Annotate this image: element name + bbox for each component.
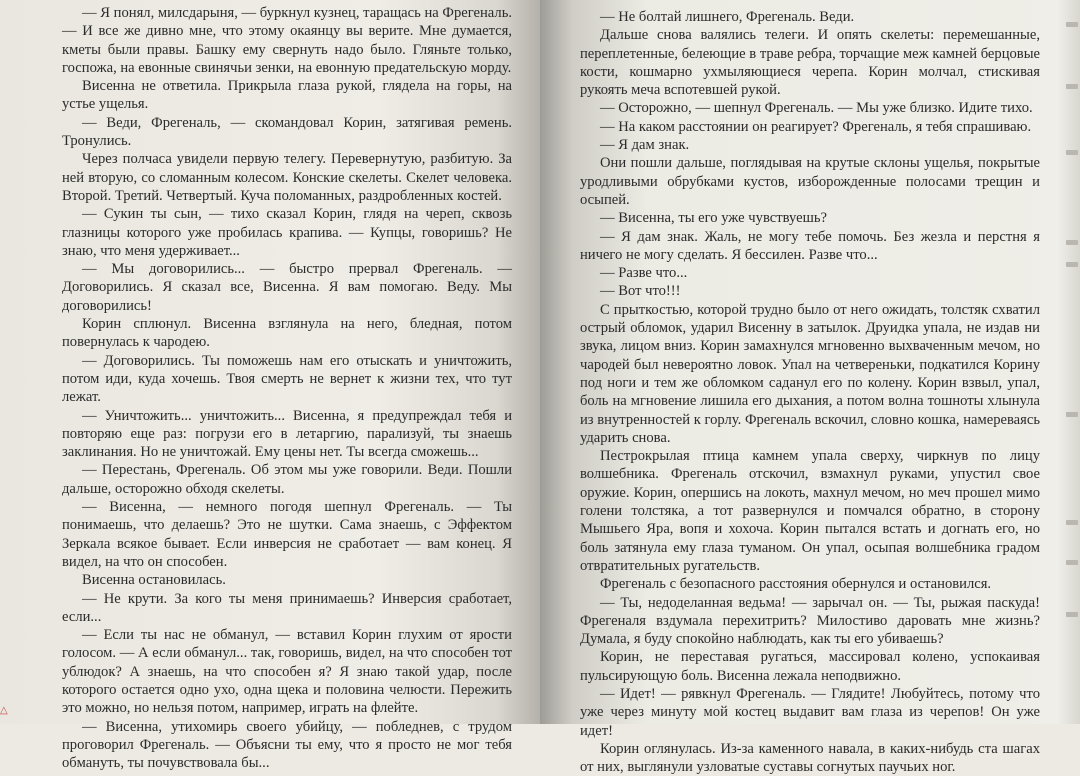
paragraph: — Договорились. Ты поможешь нам его отыскать и уничтожить, потом иди, куда хочешь. Твоя смерть не вернет к жизни тех, что тут лежат. (62, 352, 512, 406)
paragraph: — Осторожно, — шепнул Фрегеналь. — Мы уже близко. Идите тихо. (600, 100, 1033, 117)
paragraph: — Висенна, ты его уже чувствуешь? (600, 210, 827, 227)
bleed-mark (1066, 520, 1078, 525)
paragraph: — Идет! — рявкнул Фрегеналь. — Глядите! Любуйтесь, потому что уже через минуту мой костец выдавит вам глаза из черепов! Он уже идет! (580, 685, 1040, 739)
paragraph: Корин, не переставая ругаться, массировал колено, успокаивая пульсирующую боль. Висенна лежала неподвижно. (580, 649, 1040, 684)
paragraph: — На каком расстоянии он реагирует? Фрегеналь, я тебя спрашиваю. (600, 118, 1032, 135)
paragraph: — Если ты нас не обманул, — вставил Корин глухим от ярости голосом. — А если обманул... так, говоришь, видел, на что способен тот ублюдок? А знаешь, на что способен я? Я знаю такой удар, после которого остается одно ухо, одна щека и половина челюсти. Пережить это можно, но нельзя потом, например, играть на флейте. (62, 627, 512, 717)
bleed-mark (1066, 412, 1078, 417)
paragraph: — Веди, Фрегеналь, — скомандовал Корин, затягивая ремень. Тронулись. (62, 114, 512, 150)
bleed-mark (1066, 240, 1078, 245)
paragraph: Фрегеналь с безопасного расстояния обернулся и остановился. (600, 576, 992, 593)
paragraph: С прыткостью, которой трудно было от него ожидать, толстяк схватил острый обломок, ударил Висенну в затылок. Друидка упала, не издав ни звука, лицом вниз. Корин замахнулся мгновенно выхваченным мечом, но чародей был невероятно ловок. Упал на четвереньки, подкатился Корину под ноги и тем же обломком саданул его по колену. Корин взвыл, упал, боль на мгновение лишила его дыхания, а потом волна тошноты хлынула из внутренностей к горлу. Фрегеналь вскочил, словно кошка, намереваясь ударить снова. (580, 301, 1040, 446)
paragraph: Дальше снова валялись телеги. И опять скелеты: перемешанные, переплетенные, белеющие в траве ребра, торчащие меж камней берцовые кости, кошмарно ухмыляющиеся черепа. Корин молчал, стискивая рукоять меча вспотевшей рукой. (580, 27, 1040, 99)
bleed-mark (1066, 560, 1078, 565)
paragraph: Они пошли дальше, поглядывая на крутые склоны ущелья, покрытые уродливыми обрубками кустов, изборожденные полосами трещин и осыпей. (580, 155, 1040, 208)
bleed-mark (1066, 84, 1078, 89)
paragraph: — Я понял, милсдарыня, — буркнул кузнец, таращась на Фрегеналь. — И все же дивно мне, что этому окаянцу вы верите. Мне думается, кметы были правы. Башку ему свернуть надо было. Гляньте только, госпожа, на евонные свинячьи зенки, на евонную предательскую морду. (62, 5, 512, 76)
next-page-edge (1058, 0, 1080, 724)
paragraph: — Я дам знак. Жаль, не могу тебе помочь. Без жезла и перстня я ничего не могу сделать. Я бессилен. Разве что... (580, 228, 1040, 263)
bleed-mark (1066, 262, 1078, 267)
paragraph: Корин оглянулась. Из-за каменного навала, в каких-нибудь ста шагах от них, выглянули узловатые суставы согнутых паучьих ног. (580, 740, 1040, 776)
paragraph: — Перестань, Фрегеналь. Об этом мы уже говорили. Веди. Пошли дальше, осторожно обходя скелеты. (62, 462, 512, 497)
paragraph: — Сукин ты сын, — тихо сказал Корин, глядя на череп, сквозь глазницы которого уже пробилась крапива. — Купцы, говоришь? Не знаю, что меня удерживает... (62, 206, 512, 259)
paragraph: Корин сплюнул. Висенна взглянула на него, бледная, потом повернулась к чародею. (62, 316, 512, 351)
paragraph: — Не болтай лишнего, Фрегеналь. Веди. (600, 9, 855, 25)
paragraph: Через полчаса увидели первую телегу. Перевернутую, разбитую. За ней вторую, со сломанным колесом. Конские скелеты. Скелет человека. Второй. Третий. Четвертый. Куча поломанных, раздробленных костей. (62, 151, 512, 204)
paragraph: — Висенна, утихомирь своего убийцу, — побледнев, с трудом проговорил Фрегеналь. — Объясни ты ему, что я просто не мог тебя обмануть, ты почувствовала бы... (62, 718, 512, 772)
paragraph: — Разве что... (600, 265, 688, 282)
paragraph: — Уничтожить... уничтожить... Висенна, я предупреждал тебя и повторяю еще раз: погрузи его в летаргию, парализуй, ты знаешь заклинания. Но не уничтожай. Ему цены нет. Ты всегда сможешь... (62, 407, 512, 461)
bleed-mark (1066, 22, 1078, 27)
paragraph: — Вот что!!! (600, 283, 681, 300)
paragraph: Висенна остановилась. (82, 572, 226, 589)
paragraph: — Не крути. За кого ты меня принимаешь? Инверсия сработает, если... (62, 590, 512, 625)
paragraph: — Мы договорились... — быстро прервал Фрегеналь. — Договорились. Я сказал все, Висенна. Я вам помогаю. Веду. Мы договорились! (62, 261, 512, 314)
bleed-mark (1066, 150, 1078, 155)
paragraph: — Висенна, — немного погодя шепнул Фрегеналь. — Ты понимаешь, что делаешь? Это не шутки. Сама знаешь, с Эффектом Зеркала всякое бывает. Если инверсия не сработает — вам конец. Я видел, на что он способен. (62, 499, 512, 570)
paragraph: — Ты, недоделанная ведьма! — зарычал он. — Ты, рыжая паскуда! Фрегеналя вздумала перехитрить? Милостиво даровать мне жизнь? Думала, я буду спокойно наблюдать, как ты его убиваешь? (580, 594, 1040, 648)
paragraph: Висенна не ответила. Прикрыла глаза рукой, глядела на горы, на устье ущелья. (62, 78, 512, 113)
left-page-text (62, 4, 512, 772)
bleed-mark (1066, 612, 1078, 617)
paragraph: Пестрокрылая птица камнем упала сверху, чиркнув по лицу волшебника. Фрегеналь отскочил, взмахнул руками, упустил свое оружие. Корин, опершись на локоть, махнул мечом, но меч прошел мимо голени толстяка, а тот развернулся и помчался обратно, в сторону Мышьего Яра, вопя и хохоча. Корин пытался встать и догнать его, но боль затянула ему глаза туманом. Он упал, осыпая волшебника градом отвратительных ругательств. (580, 448, 1040, 574)
paragraph: — Я дам знак. (600, 137, 690, 154)
left-page (0, 0, 540, 772)
corner-mark: △ (0, 705, 8, 716)
right-page-text (580, 8, 1040, 776)
right-page (540, 0, 1080, 776)
